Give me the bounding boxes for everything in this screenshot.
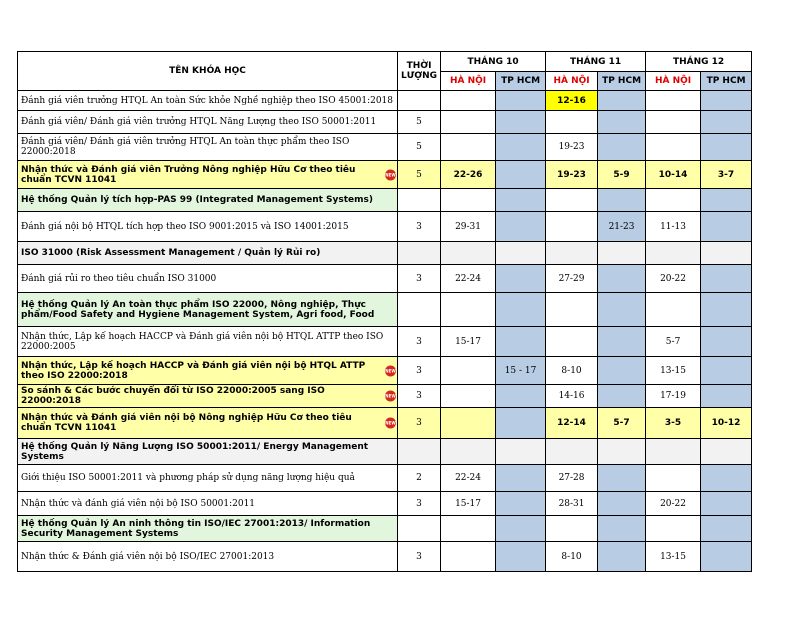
schedule-cell: [701, 327, 752, 357]
empty-cell: [496, 189, 546, 212]
schedule-cell: [598, 265, 646, 293]
course-row: [18, 134, 752, 161]
schedule-cell: [496, 212, 546, 242]
month-header-10: THÁNG 10: [441, 52, 546, 72]
course-name: Đánh giá rủi ro theo tiêu chuẩn ISO 31000: [18, 265, 398, 293]
empty-cell: [598, 242, 646, 265]
course-name: [18, 385, 398, 408]
empty-cell: [496, 439, 546, 465]
schedule-cell: [598, 542, 646, 572]
course-duration: 3: [398, 408, 441, 439]
course-row: [18, 542, 752, 572]
schedule-cell: 28-31: [546, 492, 598, 516]
empty-cell: [496, 242, 546, 265]
course-duration: 3: [398, 357, 441, 385]
schedule-cell: [496, 385, 546, 408]
schedule-cell: 10-12: [701, 408, 752, 439]
schedule-cell: [598, 465, 646, 492]
schedule-cell: [496, 492, 546, 516]
schedule-cell: [701, 212, 752, 242]
course-row-highlighted: [18, 161, 752, 189]
city-header-hcm: TP HCM: [496, 72, 546, 91]
schedule-cell: [496, 327, 546, 357]
course-row-highlighted: [18, 408, 752, 439]
empty-cell: [398, 189, 441, 212]
empty-cell: [701, 189, 752, 212]
empty-cell: [496, 293, 546, 327]
new-badge-icon: NEW: [385, 391, 396, 402]
schedule-cell: 5-7: [598, 408, 646, 439]
course-name: Nhận thức, Lập kế hoạch HACCP và Đánh giá viên nội bộ HTQL ATTP theo ISO 22000:2005: [18, 327, 398, 357]
course-name: Đánh giá viên trưởng HTQL An toàn Sức khỏe Nghề nghiệp theo ISO 45001:2018: [18, 91, 398, 111]
course-row: [18, 357, 752, 385]
empty-cell: [701, 242, 752, 265]
empty-cell: [398, 293, 441, 327]
empty-cell: [701, 439, 752, 465]
schedule-cell: [598, 91, 646, 111]
section-title: Hệ thống Quản lý An toàn thực phẩm ISO 22000, Nông nghiệp, Thực phẩm/Food Safety and Hygiene Management System, Agri food, Food: [18, 293, 398, 327]
course-row: [18, 91, 752, 111]
course-duration: 3: [398, 327, 441, 357]
course-row: [18, 111, 752, 134]
schedule-cell: [701, 385, 752, 408]
course-name: Giới thiệu ISO 50001:2011 và phương pháp sử dụng năng lượng hiệu quả: [18, 465, 398, 492]
schedule-cell: [598, 327, 646, 357]
schedule-cell: [496, 465, 546, 492]
schedule-cell: 12-16: [546, 91, 598, 111]
section-row: [18, 439, 752, 465]
empty-cell: [441, 189, 496, 212]
course-duration: [398, 91, 441, 111]
course-name: Nhận thức & Đánh giá viên nội bộ ISO/IEC 27001:2013: [18, 542, 398, 572]
month-header-12: THÁNG 12: [646, 52, 752, 72]
schedule-cell: [701, 134, 752, 161]
course-duration: 3: [398, 265, 441, 293]
section-title: Hệ thống Quản lý tích hợp-PAS 99 (Integrated Management Systems): [18, 189, 398, 212]
empty-cell: [646, 439, 701, 465]
schedule-cell: 15-17: [441, 492, 496, 516]
schedule-cell: [701, 542, 752, 572]
schedule-cell: [598, 134, 646, 161]
course-name: Đánh giá viên/ Đánh giá viên trưởng HTQL Năng Lượng theo ISO 50001:2011: [18, 111, 398, 134]
course-duration: 3: [398, 542, 441, 572]
schedule-cell: 17-19: [646, 385, 701, 408]
section-row: [18, 516, 752, 542]
schedule-cell: [701, 91, 752, 111]
empty-cell: [441, 439, 496, 465]
schedule-cell: [546, 111, 598, 134]
course-row: [18, 265, 752, 293]
schedule-cell: [441, 134, 496, 161]
schedule-cell: 8-10: [546, 357, 598, 385]
schedule-cell: 22-24: [441, 465, 496, 492]
schedule-cell: 8-10: [546, 542, 598, 572]
course-duration: 2: [398, 465, 441, 492]
empty-cell: [646, 516, 701, 542]
schedule-cell: 14-16: [546, 385, 598, 408]
new-badge-icon: NEW: [385, 169, 396, 180]
course-name-text: Nhận thức và Đánh giá viên Trưởng Nông nghiệp Hữu Cơ theo tiêu chuẩn TCVN 11041: [21, 164, 356, 185]
schedule-cell: 20-22: [646, 265, 701, 293]
course-schedule-table: [17, 51, 752, 572]
section-row: [18, 242, 752, 265]
city-header-hcm: TP HCM: [701, 72, 752, 91]
course-name: [18, 161, 398, 189]
course-duration: 5: [398, 161, 441, 189]
schedule-cell: 15-17: [441, 327, 496, 357]
schedule-cell: 29-31: [441, 212, 496, 242]
schedule-cell: 27-28: [546, 465, 598, 492]
schedule-cell: 11-13: [646, 212, 701, 242]
schedule-cell: 3-7: [701, 161, 752, 189]
course-duration: 5: [398, 111, 441, 134]
course-row: [18, 212, 752, 242]
course-name-text: So sánh & Các bước chuyển đổi từ ISO 22000:2005 sang ISO 22000:2018: [21, 386, 325, 406]
schedule-cell: 22-24: [441, 265, 496, 293]
duration-header: THỜI LƯỢNG: [398, 52, 441, 91]
schedule-cell: [441, 542, 496, 572]
schedule-cell: 3-5: [646, 408, 701, 439]
schedule-cell: [496, 134, 546, 161]
empty-cell: [546, 189, 598, 212]
empty-cell: [701, 516, 752, 542]
schedule-cell: [598, 357, 646, 385]
empty-cell: [598, 293, 646, 327]
schedule-cell: [701, 265, 752, 293]
header-row-months: [18, 52, 752, 72]
schedule-cell: [701, 111, 752, 134]
course-duration: 3: [398, 212, 441, 242]
schedule-cell: [441, 357, 496, 385]
course-row: [18, 385, 752, 408]
course-name: [18, 408, 398, 439]
schedule-cell: 13-15: [646, 357, 701, 385]
empty-cell: [398, 439, 441, 465]
course-row: [18, 465, 752, 492]
schedule-cell: 13-15: [646, 542, 701, 572]
course-name: Đánh giá nội bộ HTQL tích hợp theo ISO 9001:2015 và ISO 14001:2015: [18, 212, 398, 242]
new-badge-icon: NEW: [385, 365, 396, 376]
schedule-cell: [701, 357, 752, 385]
schedule-cell: 27-29: [546, 265, 598, 293]
schedule-cell: [646, 465, 701, 492]
course-duration: 3: [398, 385, 441, 408]
schedule-cell: [598, 111, 646, 134]
empty-cell: [546, 242, 598, 265]
schedule-cell: [701, 492, 752, 516]
course-duration: 5: [398, 134, 441, 161]
empty-cell: [546, 516, 598, 542]
schedule-cell: 20-22: [646, 492, 701, 516]
schedule-cell: 5-7: [646, 327, 701, 357]
course-name: Đánh giá viên/ Đánh giá viên trưởng HTQL An toàn thực phẩm theo ISO 22000:2018: [18, 134, 398, 161]
schedule-cell: 19-23: [546, 161, 598, 189]
schedule-cell: [598, 385, 646, 408]
empty-cell: [441, 516, 496, 542]
course-name: Nhận thức và đánh giá viên nội bộ ISO 50001:2011: [18, 492, 398, 516]
schedule-cell: 12-14: [546, 408, 598, 439]
schedule-cell: [441, 408, 496, 439]
course-name-text: Nhận thức, Lập kế hoạch HACCP và Đánh giá viên nội bộ HTQL ATTP theo ISO 22000:2018: [21, 360, 366, 381]
city-header-hanoi: HÀ NỘI: [646, 72, 701, 91]
schedule-cell: [496, 111, 546, 134]
schedule-cell: [496, 542, 546, 572]
schedule-cell: [441, 111, 496, 134]
section-row: [18, 293, 752, 327]
month-header-11: THÁNG 11: [546, 52, 646, 72]
section-row: [18, 189, 752, 212]
schedule-cell: [598, 492, 646, 516]
empty-cell: [598, 516, 646, 542]
city-header-hanoi: HÀ NỘI: [546, 72, 598, 91]
empty-cell: [441, 242, 496, 265]
schedule-cell: [496, 265, 546, 293]
schedule-cell: 22-26: [441, 161, 496, 189]
schedule-cell: 10-14: [646, 161, 701, 189]
section-title: Hệ thống Quản lý Năng Lượng ISO 50001:2011/ Energy Management Systems: [18, 439, 398, 465]
empty-cell: [646, 293, 701, 327]
empty-cell: [646, 189, 701, 212]
empty-cell: [646, 242, 701, 265]
empty-cell: [701, 293, 752, 327]
empty-cell: [398, 516, 441, 542]
course-name-header: TÊN KHÓA HỌC: [18, 52, 398, 91]
schedule-cell: [496, 161, 546, 189]
course-name: [18, 357, 398, 385]
schedule-cell: 15 - 17: [496, 357, 546, 385]
empty-cell: [441, 293, 496, 327]
new-badge-icon: NEW: [385, 418, 396, 429]
schedule-cell: [701, 465, 752, 492]
schedule-cell: [546, 212, 598, 242]
empty-cell: [546, 439, 598, 465]
city-header-hanoi: HÀ NỘI: [441, 72, 496, 91]
schedule-cell: [646, 111, 701, 134]
empty-cell: [598, 439, 646, 465]
section-title: ISO 31000 (Risk Assessment Management / Quản lý Rủi ro): [18, 242, 398, 265]
schedule-cell: 5-9: [598, 161, 646, 189]
schedule-cell: 19-23: [546, 134, 598, 161]
section-title: Hệ thống Quản lý An ninh thông tin ISO/IEC 27001:2013/ Information Security Management Systems: [18, 516, 398, 542]
empty-cell: [546, 293, 598, 327]
schedule-cell: [441, 385, 496, 408]
course-name-text: Nhận thức và Đánh giá viên nội bộ Nông nghiệp Hữu Cơ theo tiêu chuẩn TCVN 11041: [21, 413, 352, 433]
course-row: [18, 327, 752, 357]
schedule-cell: [441, 91, 496, 111]
empty-cell: [496, 516, 546, 542]
schedule-cell: [496, 408, 546, 439]
schedule-cell: [546, 327, 598, 357]
course-duration: 3: [398, 492, 441, 516]
schedule-cell: [646, 134, 701, 161]
empty-cell: [598, 189, 646, 212]
schedule-cell: 21-23: [598, 212, 646, 242]
city-header-hcm: TP HCM: [598, 72, 646, 91]
schedule-cell: [496, 91, 546, 111]
course-row: [18, 492, 752, 516]
empty-cell: [398, 242, 441, 265]
schedule-cell: [646, 91, 701, 111]
